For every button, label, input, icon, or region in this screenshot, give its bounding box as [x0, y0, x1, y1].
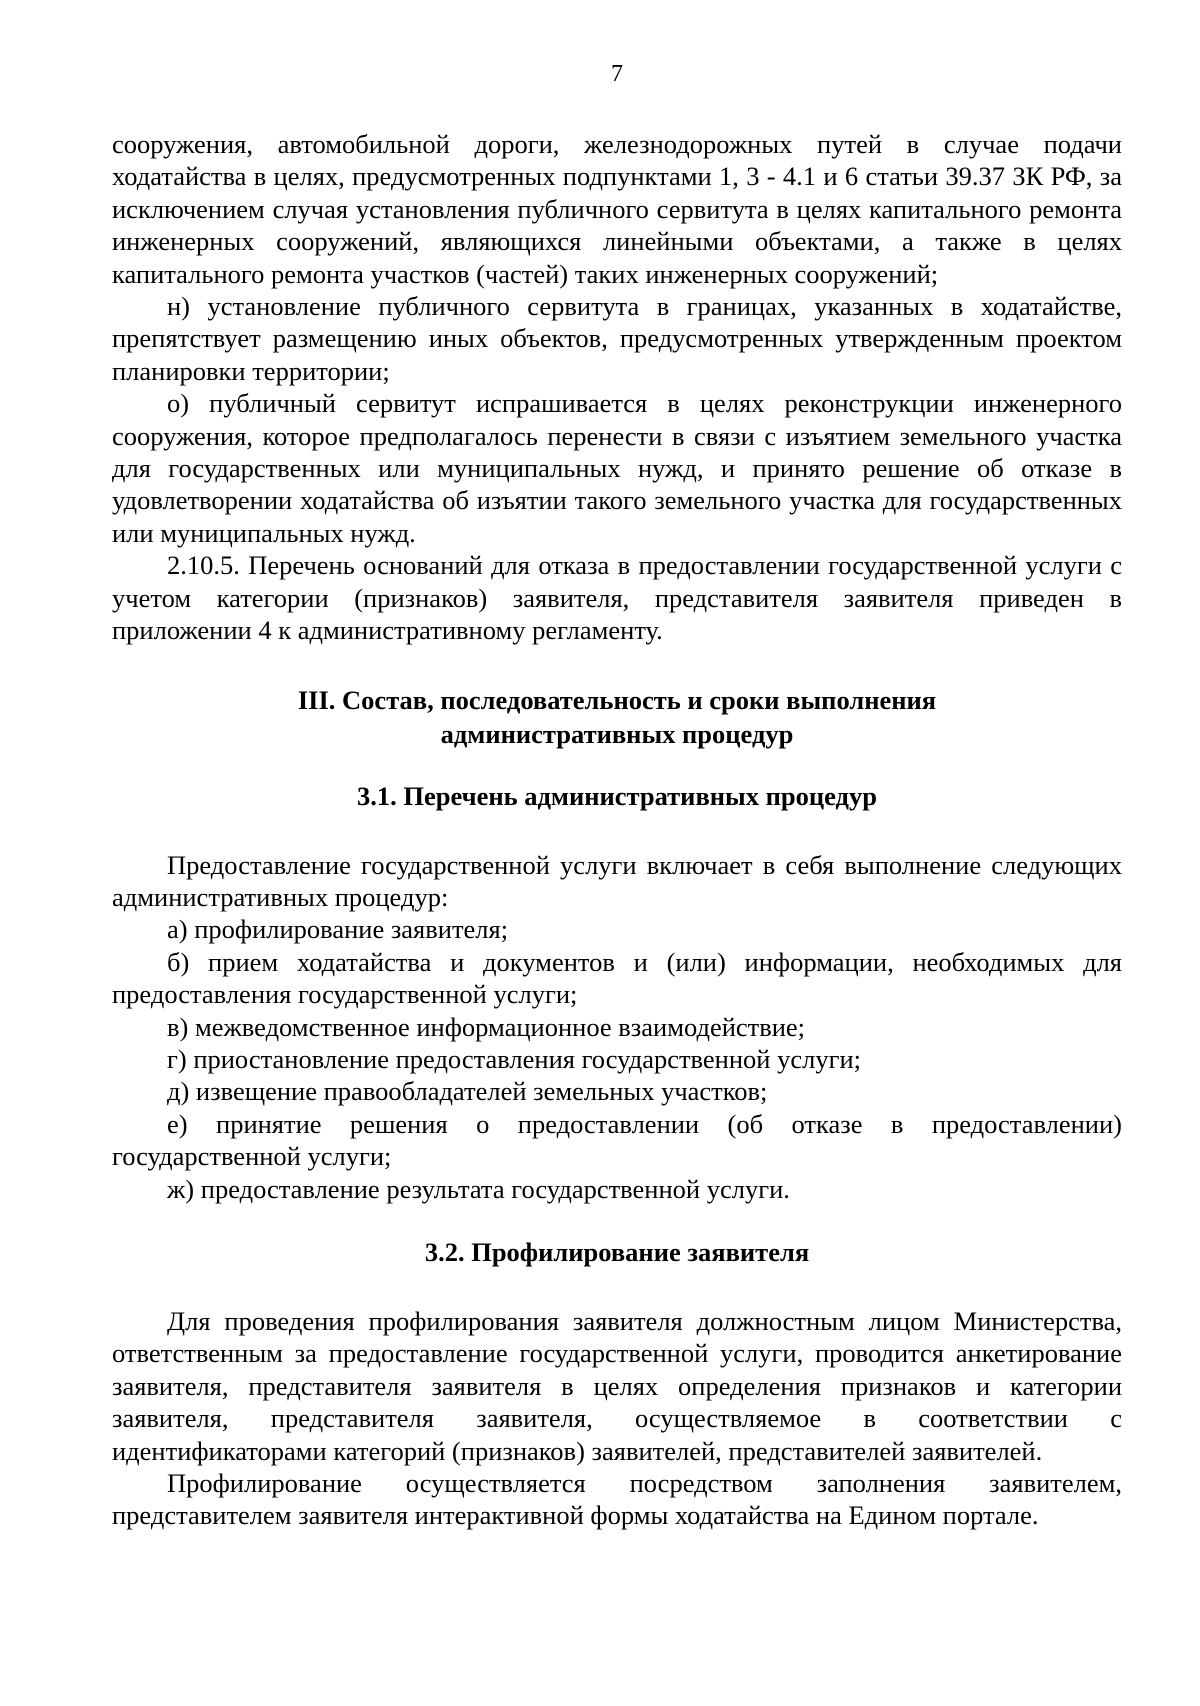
procedure-item-e: е) принятие решения о предоставлении (об отказе в предоставлении) государственной услуги; — [112, 1108, 1122, 1172]
section-3-2-heading: 3.2. Профилирование заявителя — [424, 1236, 810, 1267]
section-3-2-paragraph-2: Профилирование осуществляется посредством заполнения заявителем, представителем заявителя интерактивной формы ходатайства на Едином портале. — [112, 1468, 1122, 1531]
clause-2-10-5: 2.10.5. Перечень оснований для отказа в предоставлении государственной услуги с учетом категории (признаков) заявителя, представителя заявителя приведен в приложении 4 к административному регламенту. — [112, 550, 1122, 646]
section-3-1-heading: 3.1. Перечень административных процедур — [357, 780, 877, 811]
section-3-1-intro: Предоставление государственной услуги включает в себя выполнение следующих административных процедур: — [112, 849, 1122, 912]
page-number: 7 — [611, 61, 623, 87]
procedure-item-a: а) профилирование заявителя; — [167, 914, 509, 945]
procedure-item-b: б) прием ходатайства и документов и (или) информации, необходимых для предоставления государственной услуги; — [112, 946, 1122, 1010]
chapter-heading-line-2: административных процедур — [440, 718, 794, 749]
list-item-n: н) установление публичного сервитута в границах, указанных в ходатайстве, препятствует размещению иных объектов, предусмотренных утвержденным проектом планировки территории; — [112, 291, 1122, 386]
chapter-heading-line-1: III. Состав, последовательность и сроки выполнения — [297, 684, 937, 715]
chapter-heading — [112, 683, 1122, 751]
section-3-2-paragraph-1: Для проведения профилирования заявителя должностным лицом Министерства, ответственным за предоставление государственной услуги, проводится анкетирование заявителя, представителя заявителя в целях определения признаков и категории заявителя, представителя заявителя, осуществляемое в соответствии с идентификаторами категорий (признаков) заявителей, представителей заявителей. — [112, 1305, 1122, 1466]
procedure-item-v: в) межведомственное информационное взаимодействие; — [167, 1011, 806, 1042]
procedure-item-d: д) извещение правообладателей земельных участков; — [167, 1076, 768, 1107]
continuation-paragraph: сооружения, автомобильной дороги, железнодорожных путей в случае подачи ходатайства в целях, предусмотренных подпунктами 1, 3 - 4.1 и 6 статьи 39.37 ЗК РФ, за исключением случая установления публичного сервитута в целях капитального ремонта инженерных сооружений, являющихся линейными объектами, а также в целях капитального ремонта участков (частей) таких инженерных сооружений; — [112, 129, 1122, 289]
procedure-item-g: г) приостановление предоставления государственной услуги; — [167, 1043, 861, 1074]
document-page — [112, 60, 1122, 1532]
procedure-item-zh: ж) предоставление результата государственной услуги. — [167, 1173, 790, 1204]
list-item-o: о) публичный сервитут испрашивается в целях реконструкции инженерного сооружения, которое предполагалось перенести в связи с изъятием земельного участка для государственных или муниципальных нужд, и принято решение об отказе в удовлетворении ходатайства об изъятии такого земельного участка для государственных или муниципальных нужд. — [112, 388, 1122, 548]
